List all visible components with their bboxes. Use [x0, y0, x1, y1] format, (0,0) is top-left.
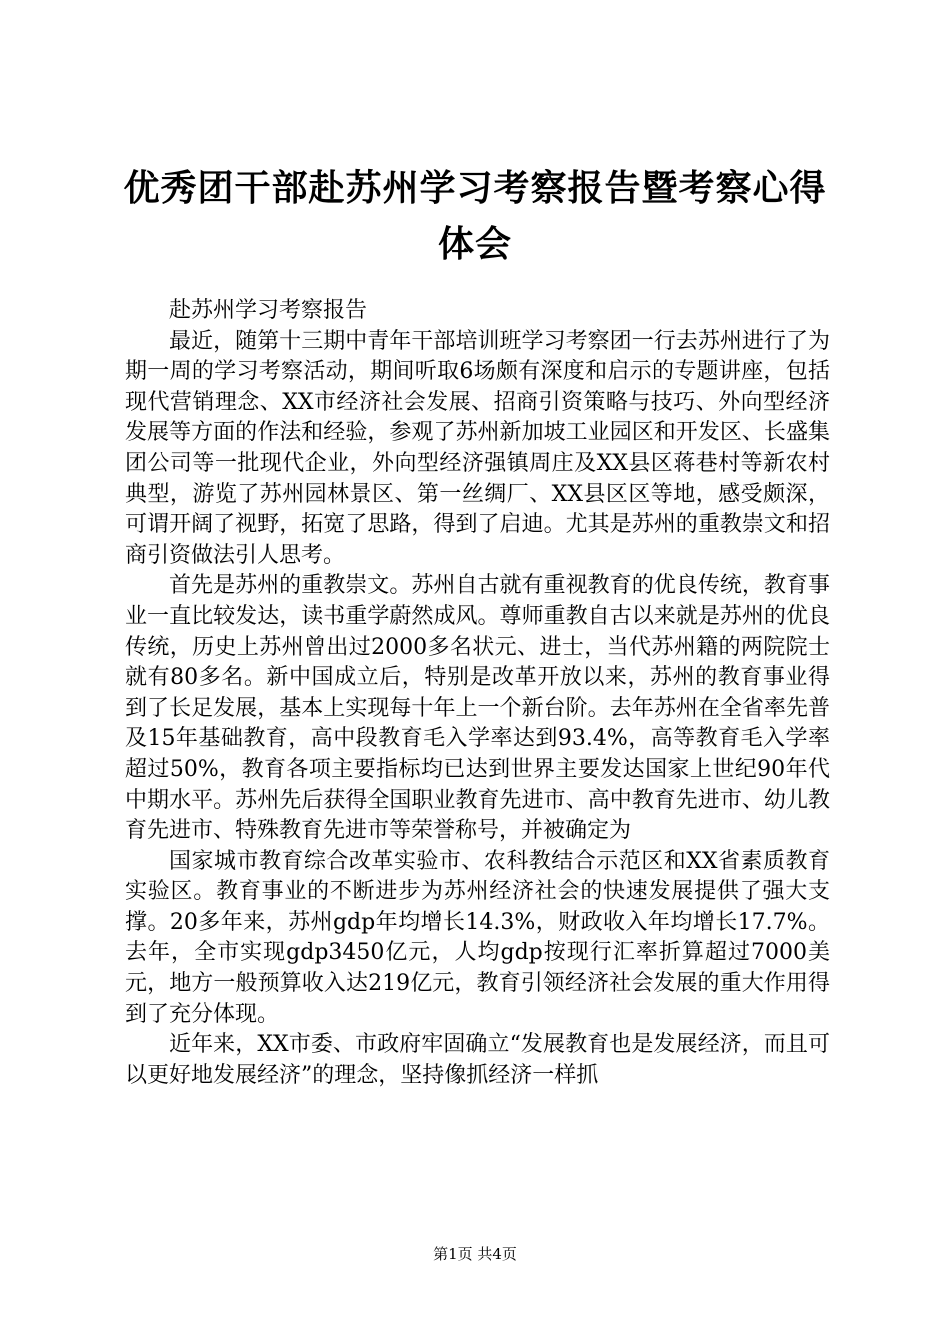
paragraph-education: 首先是苏州的重教崇文。苏州自古就有重视教育的优良传统，教育事业一直比较发达，读书重学蔚然成风。尊师重教自古以来就是苏州的优良传统，历史上苏州曾出过2000多名状元、进士，当代苏州籍的两院院士就有80多名。新中国成立后，特别是改革开放以来，苏州的教育事业得到了长足发展，基本上实现每十年上一个新台阶。去年苏州在全省率先普及15年基础教育，高中段教育毛入学率达到93.4%，高等教育毛入学率超过50%，教育各项主要指标均已达到世界主要发达国家上世纪90年代中期水平。苏州先后获得全国职业教育先进市、高中教育先进市、幼儿教育先进市、特殊教育先进市等荣誉称号，并被确定为 [125, 573, 830, 844]
section-heading: 赴苏州学习考察报告 [169, 298, 368, 323]
document-title: 优秀团干部赴苏州学习考察报告暨考察心得体会 [123, 167, 827, 265]
document-body [125, 296, 830, 1091]
page-number-footer: 第1页 共4页 [433, 1245, 517, 1263]
paragraph-education-continued: 国家城市教育综合改革实验市、农科教结合示范区和XX省素质教育实验区。教育事业的不断进步为苏州经济社会的快速发展提供了强大支撑。20多年来，苏州gdp年均增长14.3%，财政收入年均增长17.7%。去年，全市实现gdp3450亿元，人均gdp按现行汇率折算超过7000美元，地方一般预算收入达219亿元，教育引领经济社会发展的重大作用得到了充分体现。 [125, 848, 830, 1027]
paragraph-intro: 最近，随第十三期中青年干部培训班学习考察团一行去苏州进行了为期一周的学习考察活动，期间听取6场颇有深度和启示的专题讲座，包括现代营销理念、XX市经济社会发展、招商引资策略与技巧、外向型经济发展等方面的作法和经验，参观了苏州新加坡工业园区和开发区、长盛集团公司等一批现代企业，外向型经济强镇周庄及XX县区蒋巷村等新农村典型，游览了苏州园林景区、第一丝绸厂、XX县区区等地，感受颇深，可谓开阔了视野，拓宽了思路，得到了启迪。尤其是苏州的重教崇文和招商引资做法引人思考。 [125, 328, 830, 568]
paragraph-recent-years: 近年来，XX市委、市政府牢固确立“发展教育也是发展经济，而且可以更好地发展经济”的理念，坚持像抓经济一样抓 [125, 1032, 830, 1088]
